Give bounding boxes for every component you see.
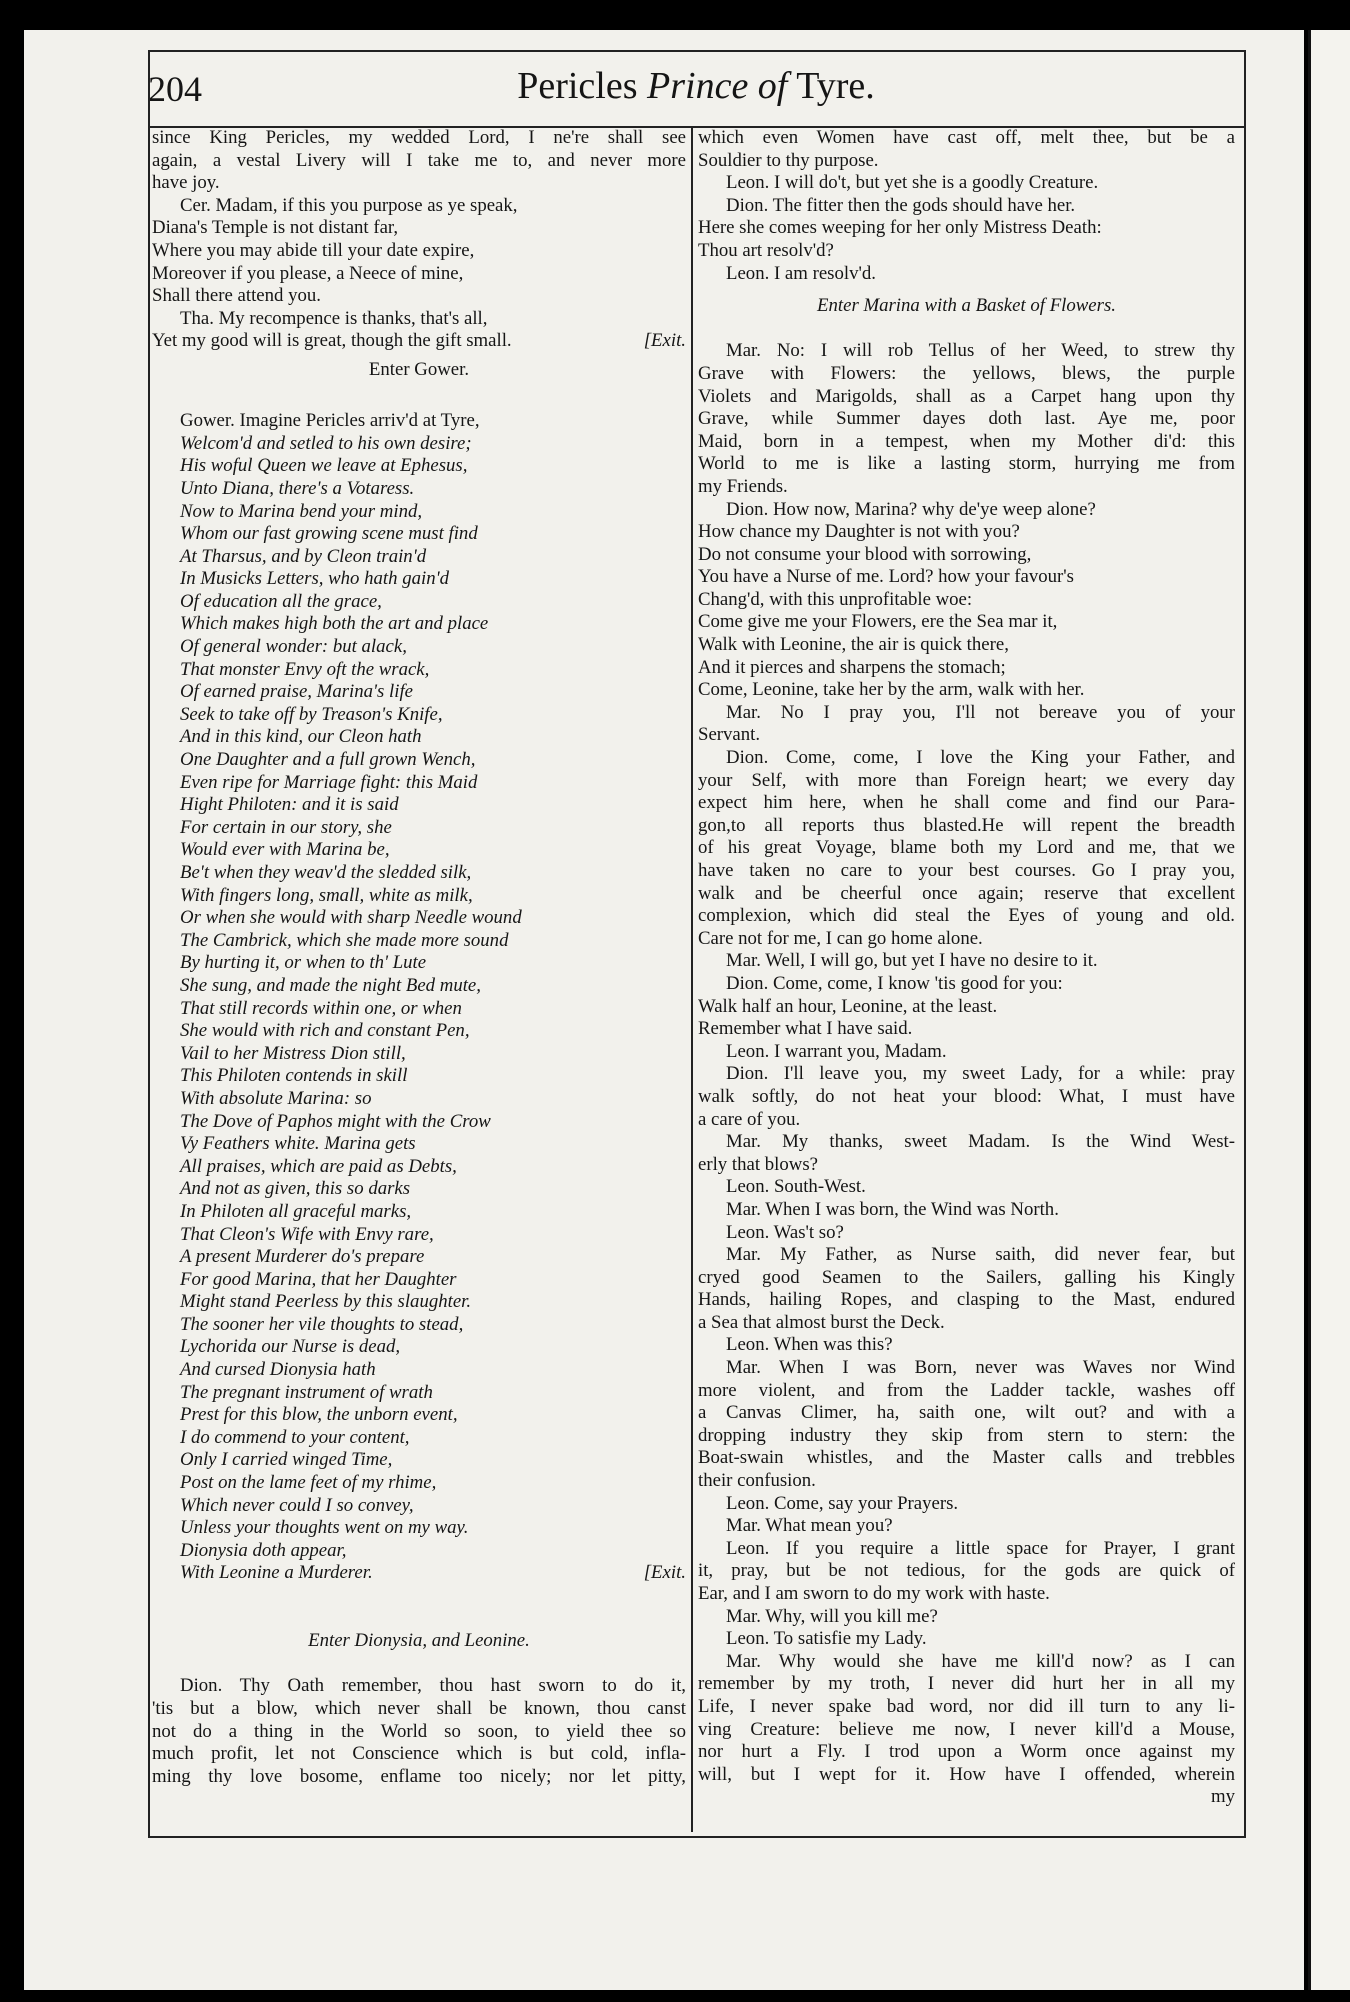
text-line: Be't when they weav'd the sledded silk, <box>180 862 472 883</box>
text-line: Boat-swain whistles, and the Master calls and trebbles <box>698 1447 1235 1469</box>
text-line: And in this kind, our Cleon hath <box>180 726 422 748</box>
text-line: And not as given, this so darks <box>180 1178 411 1200</box>
text-line: Mar. No I pray you, I'll not bereave you of your <box>726 701 1235 723</box>
text-line: In Philoten all graceful marks, <box>180 1200 412 1222</box>
text-line: Dion. Come, come, I love the King your Father, and <box>726 747 1235 769</box>
text-line: a Sea that almost burst the Deck. <box>698 1311 945 1333</box>
text-line: And it pierces and sharpens the stomach; <box>698 656 1006 678</box>
text-line: Hands, hailing Ropes, and clasping to the Mast, endured <box>698 1289 1235 1311</box>
catchword: my <box>1211 1786 1235 1808</box>
text-line: ming thy love bosome, enflame too nicely; nor let pitty, <box>152 1765 686 1787</box>
text-line: Walk with Leonine, the air is quick there, <box>698 634 1009 656</box>
text-line: Here she comes weeping for her only Mistress Death: <box>698 217 1102 239</box>
title-b: Prince of <box>647 65 788 107</box>
column-rule <box>691 126 693 1832</box>
text-line: Which never could I so convey, <box>180 1494 414 1516</box>
text-line: not do a thing in the World so soon, to yield thee so <box>152 1720 686 1742</box>
text-line: which even Women have cast off, melt thee, but be a <box>698 127 1235 148</box>
text-line: Grave with Flowers: the yellows, blews, the purple <box>698 362 1235 384</box>
text-line: Now to Marina bend your mind, <box>180 500 423 522</box>
text-line: their confusion. <box>698 1470 816 1492</box>
text-line: Even ripe for Marriage fight: this Maid <box>180 771 478 793</box>
text-line: By hurting it, or when to th' Lute <box>180 952 427 974</box>
text-line: Leon. Was't so? <box>726 1221 844 1243</box>
text-line: Dion. Thy Oath remember, thou hast sworn to do it, <box>180 1675 686 1697</box>
text-line: Leon. To satisfie my Lady. <box>726 1628 927 1650</box>
text-line: Mar. Why would she have me kill'd now? as I can <box>726 1650 1235 1672</box>
text-line: Leon. Come, say your Prayers. <box>726 1492 959 1514</box>
text-line: Servant. <box>698 724 761 746</box>
text-line: Or when she would with sharp Needle wound <box>180 907 522 929</box>
text-line: a Canvas Climer, ha, saith one, wilt out? and with a <box>698 1402 1235 1424</box>
text-line: nor hurt a Fly. I trod upon a Worm once against my <box>698 1741 1235 1763</box>
text-line: ving Creature: believe me now, I never kill'd a Mouse, <box>698 1718 1235 1740</box>
text-line: Mar. My Father, as Nurse saith, did never fear, but <box>726 1244 1235 1266</box>
text-line <box>152 330 686 353</box>
text-line: Mar. No: I will rob Tellus of her Weed, to strew thy <box>726 340 1235 362</box>
text-line: Mar. When I was Born, never was Waves nor Wind <box>726 1357 1235 1379</box>
text-line: How chance my Daughter is not with you? <box>698 521 1020 543</box>
text-line: Vail to her Mistress Dion still, <box>180 1042 406 1064</box>
title-a: Pericles <box>517 65 648 107</box>
right-column <box>698 127 1235 1809</box>
text-line: Unless your thoughts went on my way. <box>180 1517 469 1539</box>
stage-direction: Enter Gower. <box>368 358 470 380</box>
exit-direction: [Exit. <box>643 1562 686 1584</box>
text-line: Grave, while Summer dayes doth last. Aye me, poor <box>698 408 1235 430</box>
text-line: Might stand Peerless by this slaughter. <box>180 1291 472 1313</box>
stage-direction: Enter Marina with a Basket of Flowers. <box>817 295 1116 317</box>
text-line: Ear, and I am sworn to do my work with haste. <box>698 1583 1050 1604</box>
text-line: remember by my troth, I never did hurt her in all my <box>698 1673 1235 1695</box>
text-line: Tha. My recompence is thanks, that's all, <box>180 307 488 329</box>
text-line: Dion. The fitter then the gods should have her. <box>726 194 1076 216</box>
text-line: Care not for me, I can go home alone. <box>698 927 983 949</box>
text-line: Prest for this blow, the unborn event, <box>180 1404 458 1426</box>
left-column <box>152 127 686 1788</box>
text-line: She would with rich and constant Pen, <box>180 1020 470 1042</box>
text-line: Leon. When was this? <box>726 1334 893 1356</box>
text-line <box>152 1562 686 1585</box>
text-line: have taken no care to your best courses. Go I pray you, <box>698 860 1235 881</box>
text-line: She sung, and made the night Bed mute, <box>180 974 481 996</box>
text-line: The Cambrick, which she made more sound <box>180 929 509 951</box>
exit-direction: [Exit. <box>643 330 686 352</box>
text-line: Whom our fast growing scene must find <box>180 523 478 545</box>
text-line: Dionysia doth appear, <box>180 1539 347 1561</box>
stage-direction: Enter Dionysia, and Leonine. <box>308 1630 530 1652</box>
text-line: will, but I wept for it. How have I offended, wherein <box>698 1763 1235 1785</box>
text-line: His woful Queen we leave at Ephesus, <box>180 455 468 477</box>
text-line: A present Murderer do's prepare <box>180 1246 425 1268</box>
text-line: Dion. How now, Marina? why de'ye weep alone? <box>726 498 1096 520</box>
text-line: Dion. I'll leave you, my sweet Lady, for a while: pray <box>726 1063 1235 1085</box>
text-line: Leon. I will do't, but yet she is a goodly Creature. <box>726 172 1099 194</box>
text-line: Souldier to thy purpose. <box>698 149 879 171</box>
text-line: Mar. What mean you? <box>726 1515 893 1537</box>
text-line: The Dove of Paphos might with the Crow <box>180 1110 491 1132</box>
text-line: For certain in our story, she <box>180 816 392 838</box>
text-line: Leon. If you require a little space for Prayer, I grant <box>726 1537 1235 1559</box>
text-line: 'tis but a blow, which never shall be known, thou canst <box>152 1697 686 1719</box>
title-c: Tyre. <box>787 65 875 107</box>
text-line: Diana's Temple is not distant far, <box>152 217 399 239</box>
text-line: Hight Philoten: and it is said <box>180 794 399 816</box>
text-line: more violent, and from the Ladder tackle, washes off <box>698 1379 1235 1401</box>
text-line: expect him here, when he shall come and find our Para- <box>698 792 1235 814</box>
text-line: Mar. Why, will you kill me? <box>726 1605 938 1627</box>
text-line: All praises, which are paid as Debts, <box>180 1155 457 1177</box>
verse: With Leonine a Murderer. <box>180 1562 373 1584</box>
text-line: With absolute Marina: so <box>180 1087 372 1109</box>
text-line: This Philoten contends in skill <box>180 1065 408 1087</box>
text-line: cryed good Seamen to the Sailers, galling his Kingly <box>698 1266 1235 1288</box>
text-line: Dion. Come, come, I know 'tis good for you: <box>726 972 1063 994</box>
text-line: of his great Voyage, blame both my Lord and me, that we <box>698 837 1235 859</box>
text-line: Leon. I warrant you, Madam. <box>726 1040 947 1062</box>
text-line: walk and be cheerful once again; reserve that excellent <box>698 882 1235 904</box>
text-line: You have a Nurse of me. Lord? how your favour's <box>698 566 1074 588</box>
text-line: Come, Leonine, take her by the arm, walk with her. <box>698 679 1085 701</box>
text-line: Post on the lame feet of my rhime, <box>180 1472 437 1494</box>
text-line: World to me is like a lasting storm, hurrying me from <box>698 453 1235 475</box>
facing-page-edge <box>1308 30 1350 1990</box>
text-line: Maid, born in a tempest, when my Mother di'd: this <box>698 430 1235 452</box>
text-line: dropping industry they skip from stern to stern: the <box>698 1424 1235 1446</box>
text-line: Would ever with Marina be, <box>180 839 390 861</box>
text-line: Remember what I have said. <box>698 1018 913 1040</box>
text-line: Where you may abide till your date expire, <box>152 239 475 261</box>
text-line: Walk half an hour, Leonine, at the least. <box>698 995 998 1017</box>
text-line: erly that blows? <box>698 1153 818 1175</box>
text-line: That monster Envy oft the wrack, <box>180 658 430 680</box>
text-line: gon,to all reports thus blasted.He will repent the breadth <box>698 814 1235 836</box>
text-line: That still records within one, or when <box>180 997 462 1019</box>
text-line: since King Pericles, my wedded Lord, I ne're shall see <box>152 127 686 148</box>
text-line: In Musicks Letters, who hath gain'd <box>180 568 450 590</box>
text-line: Come give me your Flowers, ere the Sea mar it, <box>698 611 1058 633</box>
text-line: again, a vestal Livery will I take me to, and never more <box>152 149 686 171</box>
text-line: At Tharsus, and by Cleon train'd <box>180 545 427 567</box>
text-line: Gower. Imagine Pericles arriv'd at Tyre, <box>180 410 480 432</box>
text-line: Mar. Well, I will go, but yet I have no desire to it. <box>726 950 1098 972</box>
text-line: Seek to take off by Treason's Knife, <box>180 703 443 725</box>
text-line: your Self, with more than Foreign heart; we every day <box>698 769 1235 791</box>
text-line: Vy Feathers white. Marina gets <box>180 1133 416 1155</box>
text-line: Mar. When I was born, the Wind was North. <box>726 1198 1059 1220</box>
text-line: Of general wonder: but alack, <box>180 636 407 658</box>
text-line: have joy. <box>152 172 220 194</box>
text-line: And cursed Dionysia hath <box>180 1359 376 1381</box>
text-line: Leon. I am resolv'd. <box>726 262 876 284</box>
text-line: it, pray, but be not tedious, for the gods are quick of <box>698 1560 1235 1582</box>
text-line: With fingers long, small, white as milk, <box>180 884 473 906</box>
text-line: walk softly, do not heat your blood: What, I must have <box>698 1085 1235 1107</box>
text-line: Which makes high both the art and place <box>180 613 489 635</box>
text-line: Moreover if you please, a Neece of mine, <box>152 262 464 284</box>
text-line: That Cleon's Wife with Envy rare, <box>180 1223 434 1245</box>
text-line: Chang'd, with this unprofitable woe: <box>698 588 973 610</box>
text-line: Lychorida our Nurse is dead, <box>180 1336 401 1358</box>
text-line: my Friends. <box>698 475 788 497</box>
text-line: Of education all the grace, <box>180 590 382 612</box>
page-number: 204 <box>148 69 202 109</box>
text-line: Do not consume your blood with sorrowing, <box>698 543 1032 565</box>
text-line: complexion, which did steal the Eyes of young and old. <box>698 905 1235 927</box>
text-line: One Daughter and a full grown Wench, <box>180 749 476 771</box>
text-line: Life, I never spake bad word, nor did ill turn to any li- <box>698 1695 1235 1717</box>
text-line: Unto Diana, there's a Votaress. <box>180 477 415 499</box>
text-line: Welcom'd and setled to his own desire; <box>180 432 472 454</box>
text-line: Violets and Marigolds, shall as a Carpet hang upon thy <box>698 385 1235 407</box>
text-line: I do commend to your content, <box>180 1426 410 1448</box>
text-line: Only I carried winged Time, <box>180 1449 393 1471</box>
verse: Yet my good will is great, though the gift small. <box>152 330 512 352</box>
text-line: Mar. My thanks, sweet Madam. Is the Wind West- <box>726 1131 1235 1153</box>
text-line: a care of you. <box>698 1108 801 1130</box>
text-line: Cer. Madam, if this you purpose as ye speak, <box>180 194 518 216</box>
text-line: Of earned praise, Marina's life <box>180 681 414 703</box>
text-line: much profit, let not Conscience which is but cold, infla- <box>152 1743 686 1765</box>
text-line: Thou art resolv'd? <box>698 239 834 261</box>
text-line: The sooner her vile thoughts to stead, <box>180 1313 464 1335</box>
text-line: Leon. South-West. <box>726 1176 866 1198</box>
text-line: For good Marina, that her Daughter <box>180 1268 457 1290</box>
text-line: Shall there attend you. <box>152 285 321 307</box>
text-line: The pregnant instrument of wrath <box>180 1381 433 1403</box>
